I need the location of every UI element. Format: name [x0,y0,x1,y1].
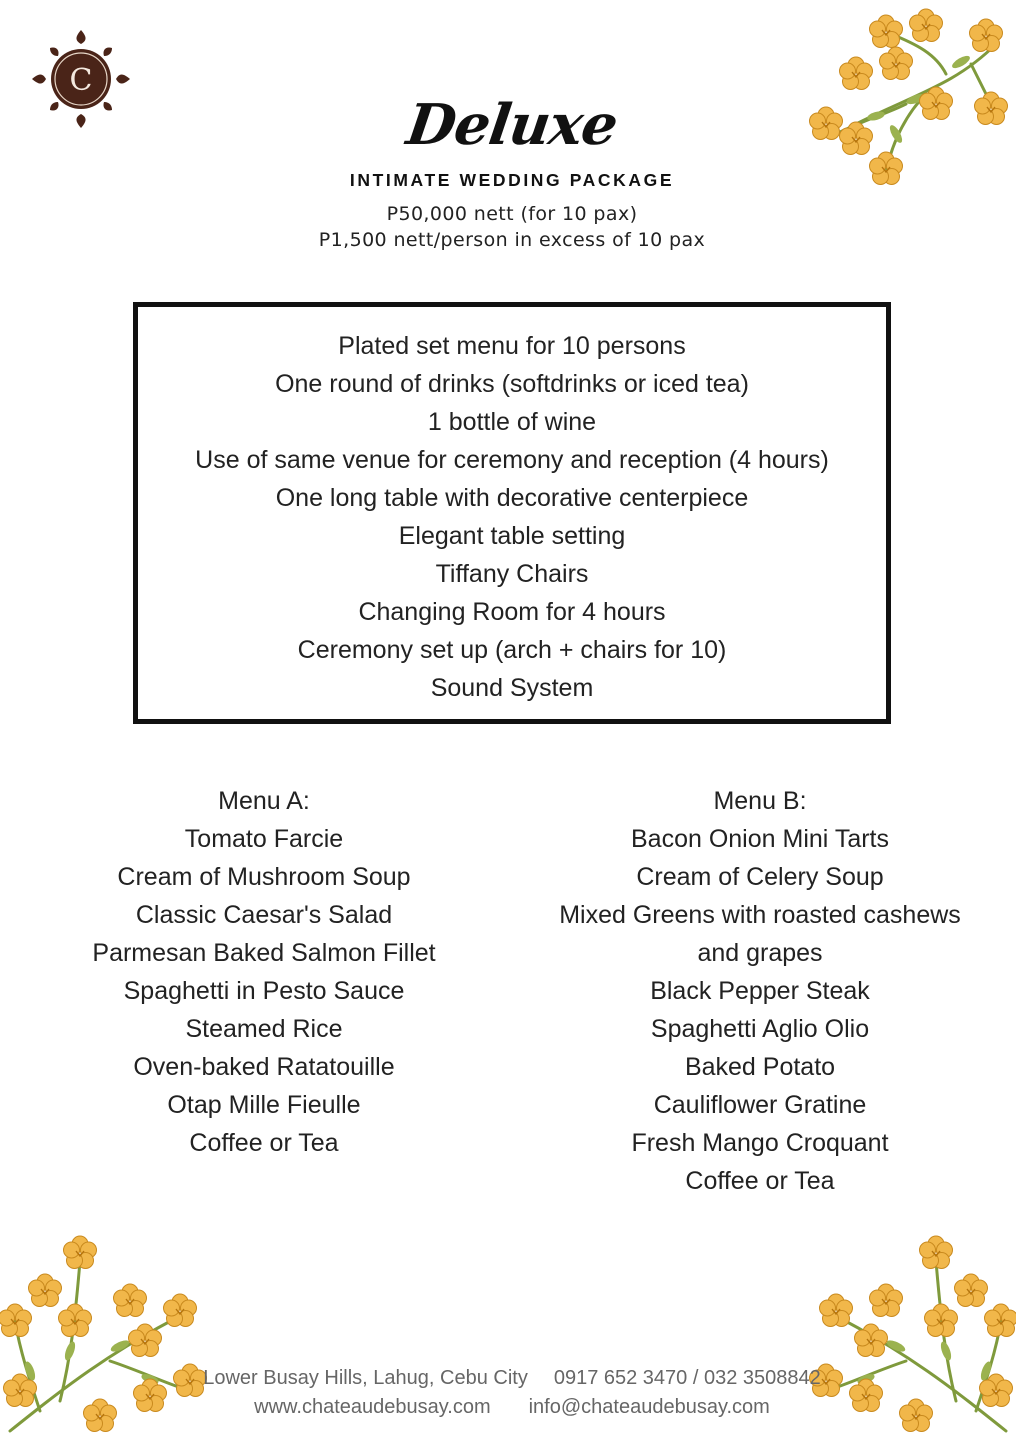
inclusion-item: 1 bottle of wine [427,408,597,436]
menu-a-item: Classic Caesar's Salad [135,901,393,929]
menu-a-item: Tomato Farcie [184,825,344,853]
menu-b-item: Spaghetti Aglio Olio [650,1015,870,1043]
footer-phone[interactable]: 0917 652 3470 / 032 3508842 [553,1367,821,1389]
footer-contact-line-2 [0,1396,1024,1419]
menu-a-item: Oven-baked Ratatouille [133,1053,395,1081]
inclusions-box [133,302,891,724]
inclusion-item: Use of same venue for ceremony and reception (4 hours) [195,446,829,474]
menu-a-item: Parmesan Baked Salmon Fillet [92,939,436,967]
menu-b-item: Fresh Mango Croquant [631,1129,889,1157]
inclusion-item: One round of drinks (softdrinks or iced tea) [275,370,749,398]
inclusion-item: One long table with decorative centerpiece [275,484,749,512]
menu-b-item: Mixed Greens with roasted cashews [559,901,961,929]
menu-a-item: Spaghetti in Pesto Sauce [123,977,405,1005]
menu-a-item: Otap Mille Fieulle [167,1091,361,1119]
menu-b-item: Black Pepper Steak [650,977,870,1005]
footer-email-link[interactable]: info@chateaudebusay.com [528,1396,770,1418]
menu-b-title: Menu B: [713,787,807,815]
menu-b-item: Cauliflower Gratine [653,1091,867,1119]
footer-website-link[interactable]: www.chateaudebusay.com [254,1396,491,1418]
menu-a [44,782,484,1162]
menu-b-item: Baked Potato [684,1053,836,1081]
menu-b-item: Coffee or Tea [685,1167,835,1195]
menu-b-list [540,820,980,1200]
price-base: P50,000 nett (for 10 pax) [386,203,638,225]
inclusion-item: Elegant table setting [398,522,626,550]
menu-a-item: Steamed Rice [185,1015,343,1043]
inclusion-item: Plated set menu for 10 persons [338,332,686,360]
menu-b [540,782,980,1200]
menu-a-list [44,820,484,1162]
inclusion-item: Sound System [430,674,594,702]
price-excess: P1,500 nett/person in excess of 10 pax [318,229,706,251]
page-subtitle: INTIMATE WEDDING PACKAGE [349,170,675,190]
inclusions-list [138,307,886,707]
menu-b-item: Cream of Celery Soup [636,863,884,891]
inclusion-item: Ceremony set up (arch + chairs for 10) [297,636,727,664]
inclusion-item: Tiffany Chairs [435,560,589,588]
logo-letter: C [69,63,93,98]
menu-b-item: Bacon Onion Mini Tarts [631,825,889,853]
page-title: Deluxe [402,92,622,158]
footer-address: Lower Busay Hills, Lahug, Cebu City [203,1367,528,1389]
menu-b-item: and grapes [697,939,823,967]
menu-a-item: Cream of Mushroom Soup [117,863,411,891]
menu-a-title: Menu A: [218,787,310,815]
menu-a-item: Coffee or Tea [189,1129,339,1157]
footer-contact-line-1 [0,1367,1024,1390]
inclusion-item: Changing Room for 4 hours [358,598,666,626]
